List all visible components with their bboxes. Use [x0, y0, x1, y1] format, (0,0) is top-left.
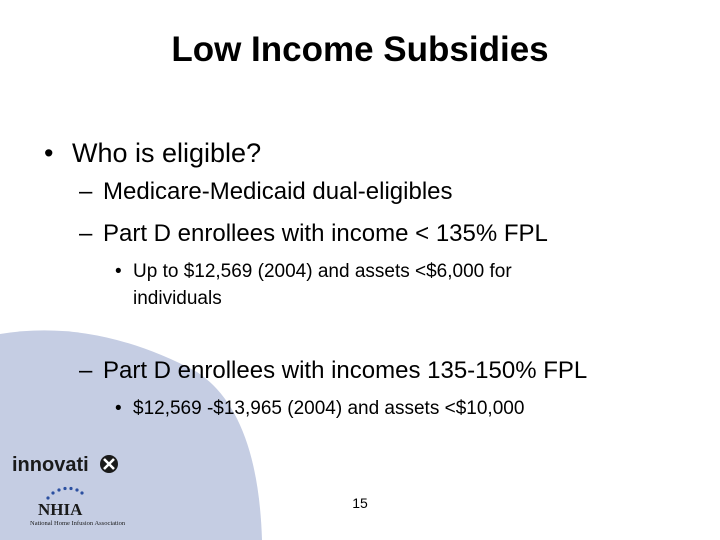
subitem-partd-135-150	[79, 356, 588, 386]
subitem-dual-eligibles	[79, 177, 453, 207]
subitem-text: Part D enrollees with income < 135% FPL	[103, 220, 548, 247]
dash-marker: –	[79, 178, 93, 205]
dotted-arc-icon	[46, 487, 83, 500]
slide-title: Low Income Subsidies	[171, 30, 549, 69]
subitem-text: Medicare-Medicaid dual-eligibles	[103, 178, 453, 205]
innovatix-wordmark: innovati	[12, 454, 89, 476]
page-number: 15	[352, 495, 368, 511]
detail-text: $12,569 -$13,965 (2004) and assets <$10,000	[133, 398, 525, 419]
bullet-marker: •	[115, 261, 122, 282]
nhia-fullname: National Home Infusion Association	[30, 520, 126, 527]
bullet-marker: •	[115, 398, 122, 419]
detail-text: Up to $12,569 (2004) and assets <$6,000 for	[133, 261, 512, 282]
nhia-abbr: NHIA	[38, 500, 83, 519]
dash-marker: –	[79, 357, 93, 384]
detail-under-135-line1	[115, 260, 512, 284]
nhia-logo	[30, 484, 170, 528]
detail-135-150	[115, 397, 525, 421]
innovatix-logo	[10, 450, 122, 478]
detail-under-135-line2: individuals	[133, 288, 222, 309]
subitem-partd-under-135	[79, 219, 548, 249]
bullet-marker: •	[44, 138, 54, 168]
bullet-who-eligible	[44, 137, 262, 169]
subitem-text: Part D enrollees with incomes 135-150% FPL	[103, 357, 588, 384]
bullet-text: Who is eligible?	[72, 138, 262, 168]
x-mark-icon	[100, 455, 118, 473]
dash-marker: –	[79, 220, 93, 247]
